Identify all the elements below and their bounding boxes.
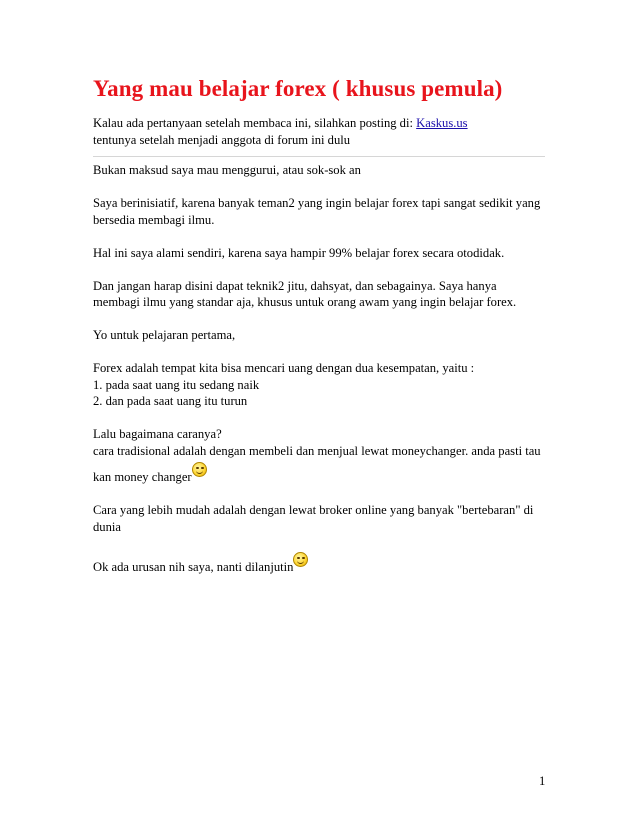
paragraph-7-line-3: [93, 462, 548, 486]
intro-text: Kalau ada pertanyaan setelah membaca ini, silahkan posting di:: [93, 116, 417, 130]
paragraph-4-line-2: membagi ilmu yang standar aja, khusus untuk orang awam yang ingin belajar forex.: [93, 295, 517, 309]
paragraph-9-text: Ok ada urusan nih saya, nanti dilanjutin: [93, 559, 294, 574]
paragraph-8-line-1: Cara yang lebih mudah adalah dengan lewat broker online yang banyak "bertebaran" di: [93, 503, 534, 517]
paragraph-4-line-1: Dan jangan harap disini dapat teknik2 jitu, dahsyat, dan sebagainya. Saya hanya: [93, 278, 497, 293]
paragraph-5: Yo untuk pelajaran pertama,: [93, 328, 236, 342]
paragraph-2-line-1: Saya berinisiatif, karena banyak teman2 yang ingin belajar forex tapi sangat sedikit yang: [93, 196, 541, 210]
divider: [93, 156, 545, 157]
paragraph-2-line-2: bersedia membagi ilmu.: [93, 212, 215, 227]
smiley-icon: [192, 462, 207, 477]
paragraph-7-line-3-text: kan money changer: [93, 470, 192, 484]
article-body: [93, 162, 548, 575]
page-number: 1: [539, 774, 546, 788]
kaskus-link[interactable]: Kaskus.us: [416, 116, 468, 130]
paragraph-8-line-2: dunia: [93, 519, 121, 534]
paragraph-3: Hal ini saya alami sendiri, karena saya hampir 99% belajar forex secara otodidak.: [93, 245, 505, 260]
intro-block: [93, 115, 553, 148]
paragraph-6-line-3: 2. dan pada saat uang itu turun: [93, 394, 248, 408]
intro-line-1: [93, 115, 553, 132]
paragraph-7-line-2: cara tradisional adalah dengan membeli dan menjual lewat moneychanger. anda pasti tau: [93, 443, 541, 458]
paragraph-7-line-1: Lalu bagaimana caranya?: [93, 427, 222, 441]
page-title: Yang mau belajar forex ( khusus pemula): [93, 76, 503, 101]
paragraph-6-line-2: 1. pada saat uang itu sedang naik: [93, 377, 260, 392]
intro-line-2: tentunya setelah menjadi anggota di forum ini dulu: [93, 132, 351, 147]
paragraph-6-line-1: Forex adalah tempat kita bisa mencari uang dengan dua kesempatan, yaitu :: [93, 361, 475, 375]
paragraph-9: [93, 552, 548, 576]
paragraph-1: Bukan maksud saya mau menggurui, atau sok-sok an: [93, 163, 361, 177]
smiley-icon: [293, 552, 308, 567]
